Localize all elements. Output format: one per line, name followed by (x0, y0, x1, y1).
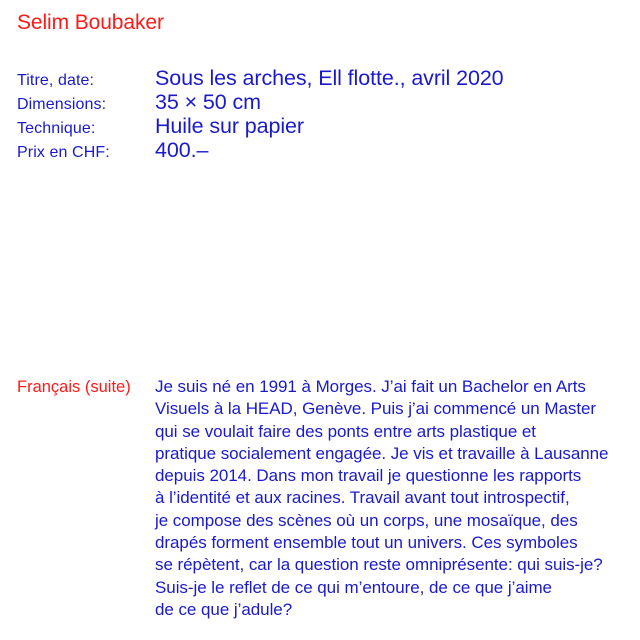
info-row-technique (17, 114, 627, 138)
artist-name: Selim Boubaker (17, 11, 164, 34)
title-date-value: Sous les arches, Ell flotte., avril 2020 (155, 66, 504, 90)
dimensions-value: 35 × 50 cm (155, 90, 261, 114)
bio-language-label: Français (suite) (17, 378, 131, 396)
bio-line: à l’identité et aux racines. Travail avant tout introspectif, (155, 488, 570, 508)
bio-line: qui se voulait faire des ponts entre arts plastique et (155, 421, 536, 441)
bio-line: je compose des scènes où un corps, une mosaïque, des (155, 510, 578, 530)
price-value: 400.– (155, 138, 209, 162)
price-label: Prix en CHF: (17, 144, 110, 161)
bio-line: Suis-je le reflet de ce qui m’entoure, de ce que j’aime (155, 577, 552, 597)
bio-line: de ce que j’adule? (155, 599, 293, 619)
title-date-label: Titre, date: (17, 72, 95, 89)
technique-label: Technique: (17, 120, 96, 137)
bio-line: pratique socialement engagée. Je vis et travaille à Lausanne (155, 443, 609, 463)
dimensions-label: Dimensions: (17, 96, 107, 113)
info-row-dimensions (17, 90, 627, 114)
technique-value: Huile sur papier (155, 114, 304, 138)
info-row-title (17, 66, 627, 90)
bio-text (155, 376, 632, 621)
bio-line: drapés forment ensemble tout un univers. Ces symboles (155, 533, 578, 553)
bio-line: Visuels à la HEAD, Genève. Puis j’ai commencé un Master (155, 399, 597, 419)
bio-line: Je suis né en 1991 à Morges. J’ai fait un Bachelor en Arts (155, 377, 586, 396)
artwork-info-table (17, 66, 627, 162)
biography-section (17, 376, 632, 621)
info-row-price (17, 138, 627, 162)
bio-line: se répètent, car la question reste omniprésente: qui suis-je? (155, 555, 603, 575)
bio-line: depuis 2014. Dans mon travail je questionne les rapports (155, 466, 582, 486)
